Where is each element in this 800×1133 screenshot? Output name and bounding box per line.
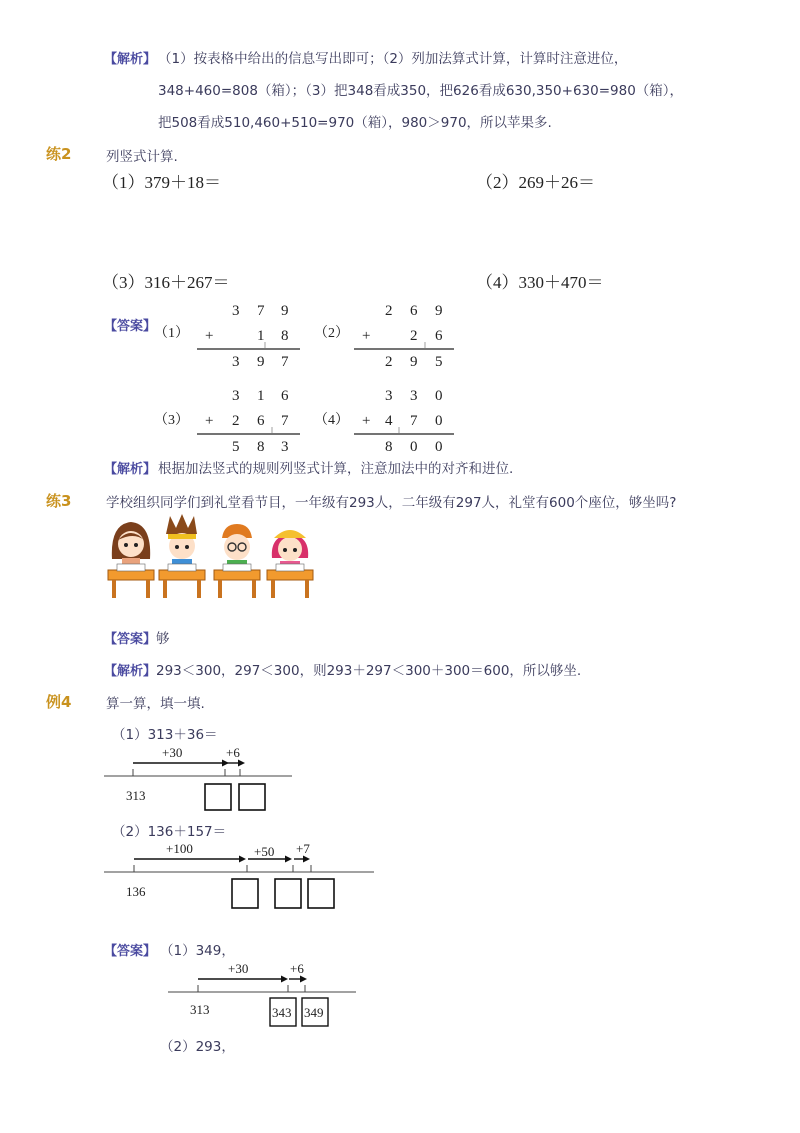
plus-sign: +	[205, 328, 214, 344]
jump-label: +100	[166, 841, 193, 856]
practice-3-answer-tag: 【答案】	[104, 632, 157, 647]
digit: 2	[385, 303, 393, 319]
digit: 1	[257, 388, 265, 404]
digit: 0	[435, 413, 443, 429]
start-number: 313	[190, 1002, 210, 1017]
digit: 9	[410, 354, 418, 370]
digit: 0	[435, 439, 443, 455]
arrowhead	[303, 856, 310, 863]
practice-2-prompt: 列竖式计算.	[106, 149, 178, 165]
plus-sign: +	[362, 413, 371, 429]
digit: 7	[281, 413, 289, 429]
digit: 5	[435, 354, 443, 370]
jump-label: +7	[296, 841, 310, 856]
digit: 3	[281, 439, 289, 455]
digit: 9	[281, 303, 289, 319]
student-boy-glasses-icon	[214, 524, 260, 598]
practice-2-analysis: 根据加法竖式的规则列竖式计算，注意加法中的对齐和进位.	[158, 461, 514, 477]
arrowhead	[239, 856, 246, 863]
vertical-3-label: （3）	[154, 413, 189, 428]
jump-label: +6	[290, 961, 304, 976]
practice-2-q4: （4）330＋470＝	[476, 273, 604, 292]
digit: 3	[410, 388, 418, 404]
digit: 3	[232, 388, 240, 404]
digit: 0	[410, 439, 418, 455]
digit: 7	[281, 354, 289, 370]
digit: 3	[232, 303, 240, 319]
digit: 9	[435, 303, 443, 319]
student-girl-long-hair-icon	[108, 522, 154, 598]
analysis-line-1: （1）按表格中给出的信息写出即可；（2）列加法算式计算，计算时注意进位，	[158, 51, 628, 67]
digit: 6	[410, 303, 418, 319]
arrowhead	[281, 976, 288, 983]
example-4-answer-1: （1）349，	[160, 943, 235, 959]
digit: 4	[385, 413, 393, 429]
digit: 3	[385, 388, 393, 404]
digit: 9	[257, 354, 265, 370]
practice-3-text: 学校组织同学们到礼堂看节目，一年级有293人，二年级有297人，礼堂有600个座位，够坐吗?	[106, 495, 677, 511]
jump-label: +30	[162, 745, 183, 760]
practice-2-answer-tag: 【答案】	[104, 319, 157, 334]
practice-3-analysis: 293＜300，297＜300，则293＋297＜300＋300＝600，所以够坐.	[156, 663, 582, 679]
plus-sign: +	[205, 413, 214, 429]
digit: 6	[435, 328, 443, 344]
digit: 8	[281, 328, 289, 344]
vertical-addition-4	[352, 383, 462, 458]
students-illustration	[104, 514, 329, 604]
example-4-answer-tag: 【答案】	[104, 944, 157, 959]
number-line-2	[104, 840, 379, 915]
arrowhead	[285, 856, 292, 863]
answer-box[interactable]	[308, 879, 334, 908]
box-value: 343	[272, 1005, 292, 1020]
answer-box[interactable]	[205, 784, 231, 810]
start-number: 313	[126, 788, 146, 803]
box-value: 349	[304, 1005, 324, 1020]
digit: 6	[257, 413, 265, 429]
practice-3-answer: 够	[156, 631, 170, 647]
answer-box[interactable]	[275, 879, 301, 908]
number-line-1	[104, 740, 304, 815]
vertical-addition-3	[195, 383, 305, 458]
example-4-q2: （2）136＋157＝	[112, 824, 227, 840]
digit: 8	[385, 439, 393, 455]
digit: 5	[232, 439, 240, 455]
plus-sign: +	[362, 328, 371, 344]
practice-2-q2: （2）269＋26＝	[476, 173, 595, 192]
practice-2-label: 练2	[46, 145, 72, 163]
example-4-prompt: 算一算，填一填.	[106, 696, 205, 712]
jump-label: +50	[254, 844, 275, 859]
arrowhead	[238, 760, 245, 767]
practice-2-analysis-tag: 【解析】	[104, 462, 157, 477]
vertical-addition-1	[195, 298, 305, 373]
vertical-1-label: （1）	[154, 326, 189, 341]
start-number: 136	[126, 884, 146, 899]
practice-3-analysis-tag: 【解析】	[104, 664, 157, 679]
example-4-q1: （1）313＋36＝	[112, 727, 218, 743]
digit: 6	[281, 388, 289, 404]
digit: 7	[410, 413, 418, 429]
analysis-line-3: 把508看成510,460+510=970（箱），980＞970，所以苹果多.	[158, 115, 552, 131]
vertical-addition-2	[352, 298, 462, 373]
digit: 1	[257, 328, 265, 344]
answer-number-line-1	[168, 958, 363, 1030]
answer-box[interactable]	[232, 879, 258, 908]
analysis-tag: 【解析】	[104, 52, 157, 67]
student-girl-hat-icon	[267, 530, 313, 598]
example-4-answer-2: （2）293，	[160, 1039, 235, 1055]
answer-box[interactable]	[239, 784, 265, 810]
example-4-label: 例4	[46, 693, 72, 711]
vertical-2-label: （2）	[314, 326, 349, 341]
practice-2-q1: （1）379＋18＝	[102, 173, 221, 192]
analysis-line-2: 348+460=808（箱）；（3）把348看成350，把626看成630,350+630=980（箱），	[158, 83, 684, 99]
vertical-4-label: （4）	[314, 413, 349, 428]
digit: 7	[257, 303, 265, 319]
digit: 2	[232, 413, 240, 429]
digit: 0	[435, 388, 443, 404]
digit: 2	[385, 354, 393, 370]
digit: 3	[232, 354, 240, 370]
practice-3-label: 练3	[46, 492, 72, 510]
jump-label: +30	[228, 961, 249, 976]
digit: 2	[410, 328, 418, 344]
arrowhead	[300, 976, 307, 983]
student-boy-headband-icon	[159, 514, 205, 598]
practice-2-q3: （3）316＋267＝	[102, 273, 230, 292]
jump-label: +6	[226, 745, 240, 760]
digit: 8	[257, 439, 265, 455]
